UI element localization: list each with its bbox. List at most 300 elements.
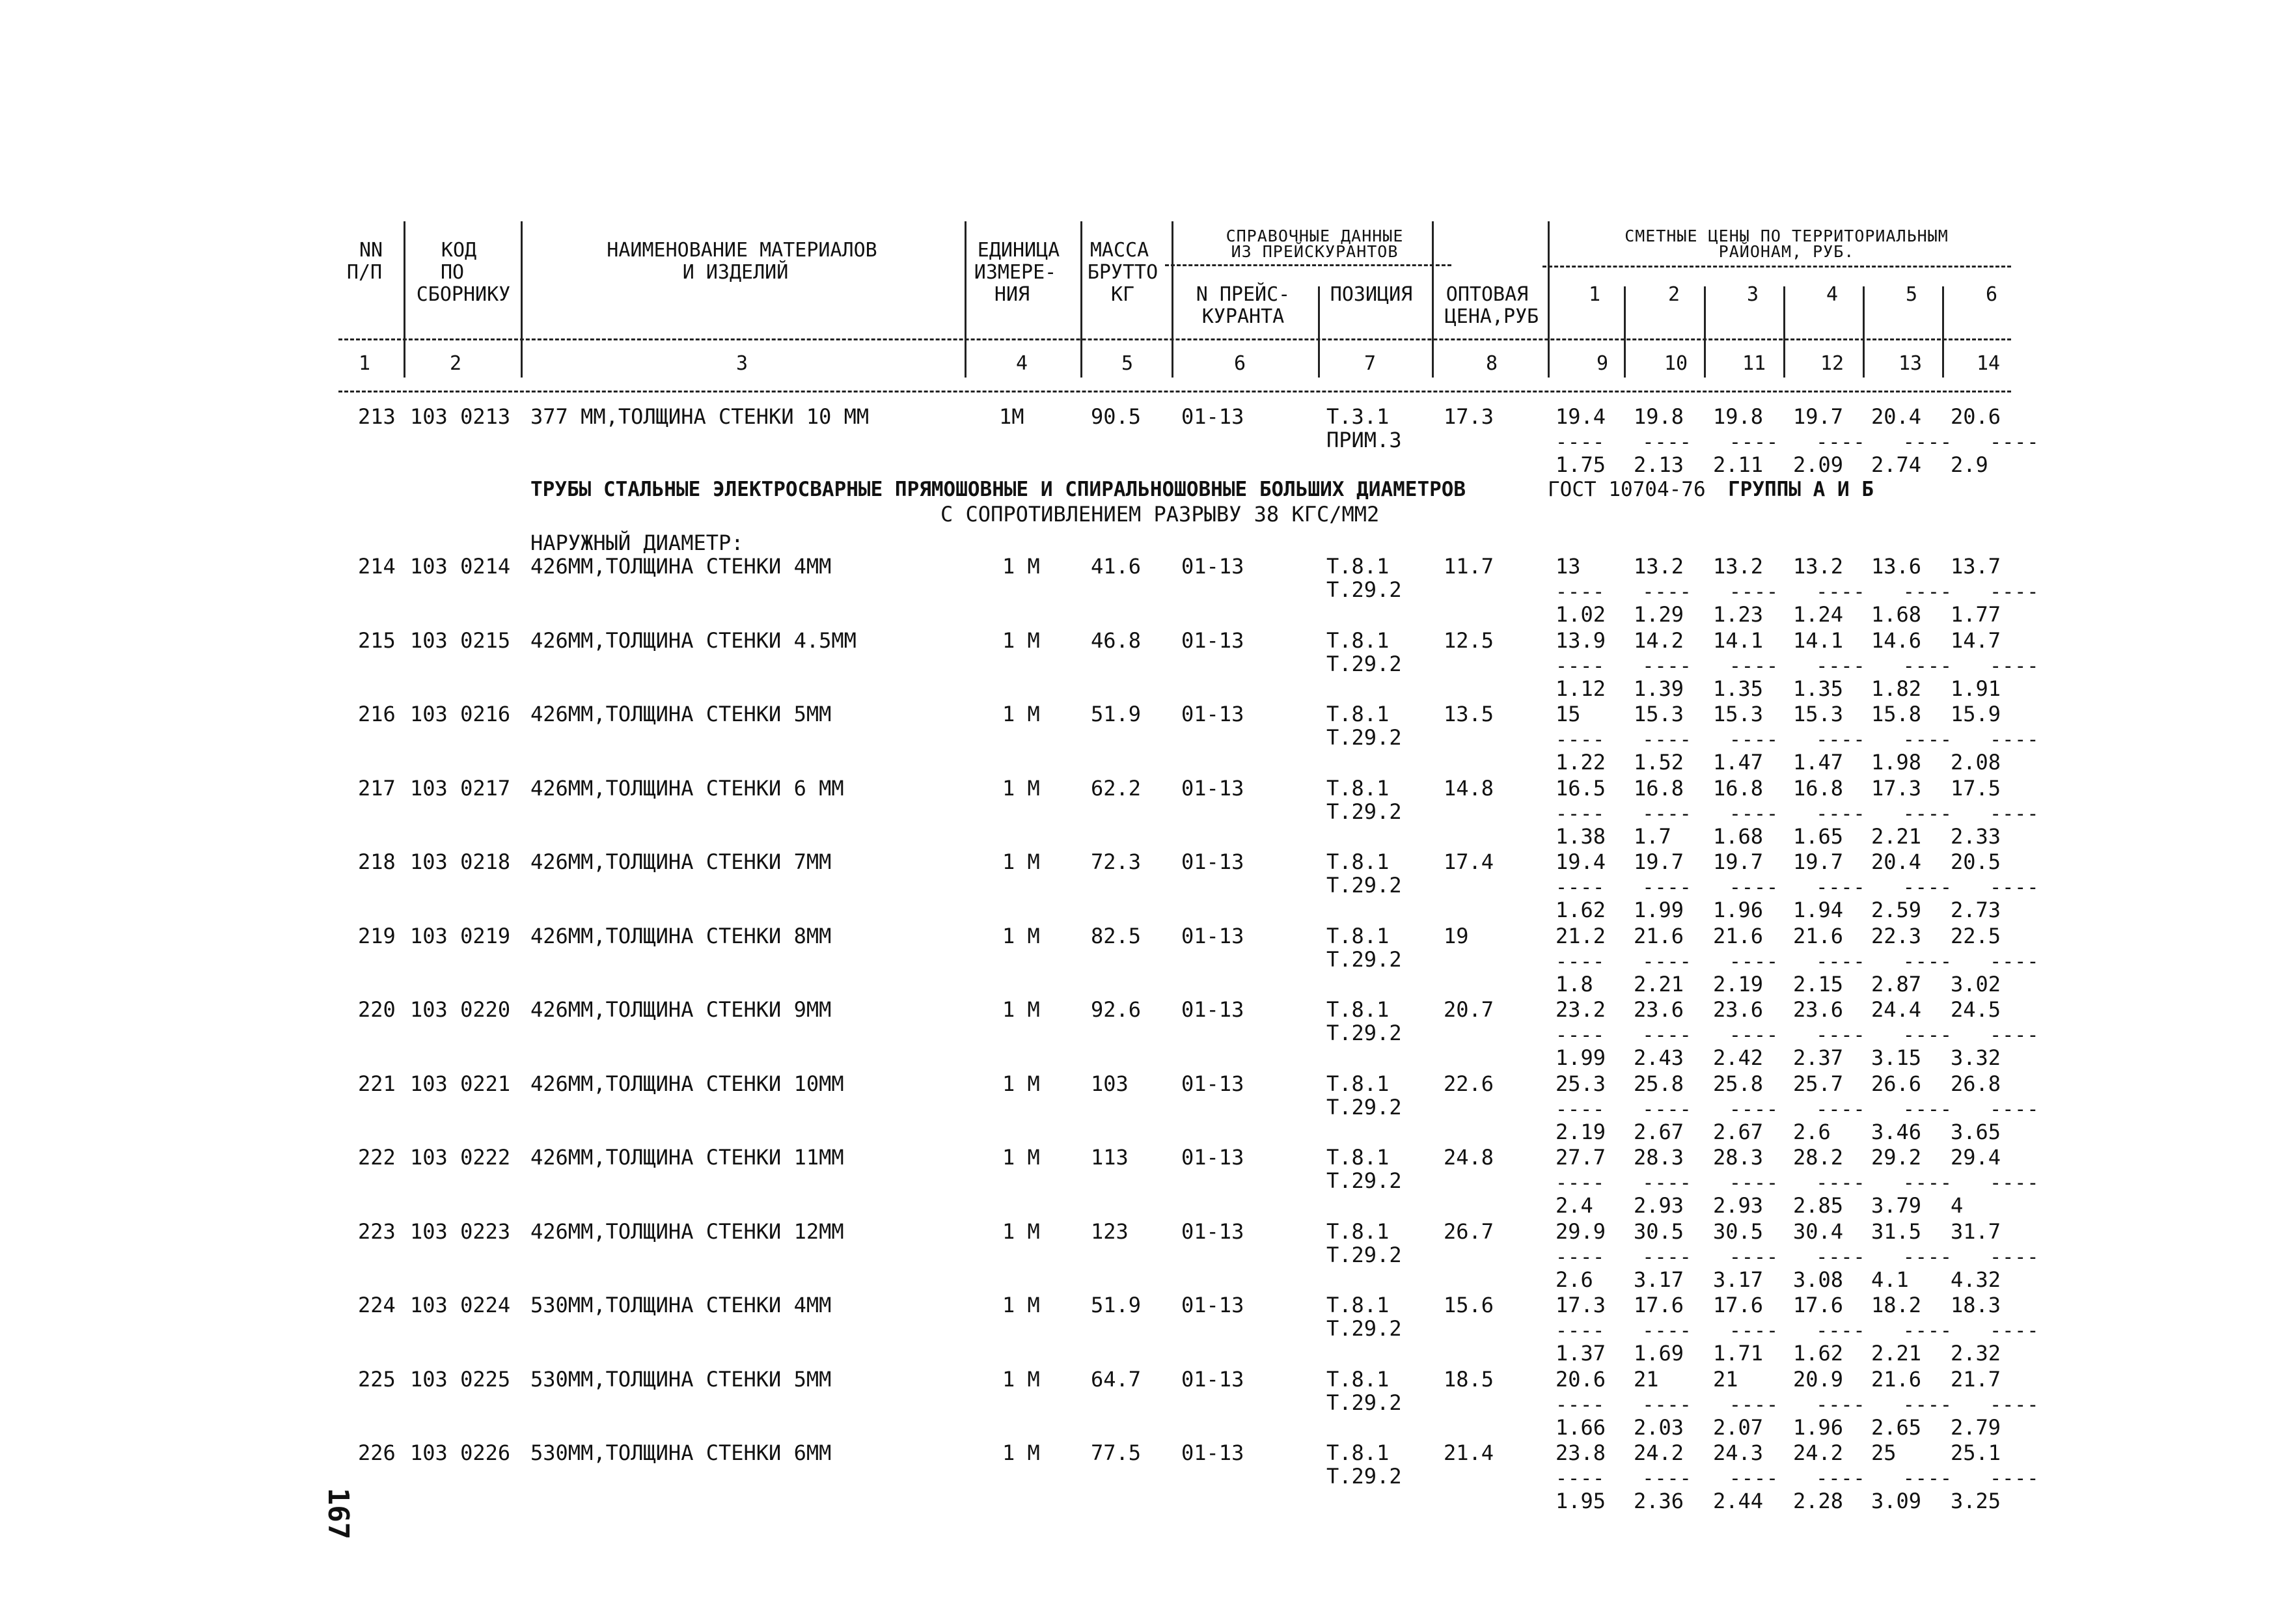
row-wage-2: 2.36 (1634, 1489, 1684, 1513)
row-position-note: Т.29.2 (1326, 799, 1402, 824)
row-wage-3: 1.71 (1713, 1341, 1764, 1366)
row-region-price-4: 16.8 (1793, 776, 1844, 801)
row-wage-3: 2.19 (1713, 972, 1764, 997)
row-price-list: 01-13 (1181, 628, 1244, 653)
row-price-list: 01-13 (1181, 1367, 1244, 1392)
row-wholesale-price: 13.5 (1444, 702, 1494, 726)
row-position: Т.8.1 (1326, 1440, 1390, 1465)
row-region-price-5: 21.6 (1871, 1367, 1922, 1392)
hdr-smet2: РАЙОНАМ, РУБ. (1718, 242, 1855, 261)
row-mass: 51.9 (1091, 702, 1142, 726)
row-position-note: Т.29.2 (1326, 577, 1402, 602)
page-number: 167 (322, 1487, 355, 1540)
row-wage-4: 2.6 (1793, 1120, 1831, 1144)
row-position: Т.8.1 (1326, 554, 1390, 579)
column-separator (1318, 286, 1320, 378)
row-region-price-2: 21.6 (1634, 924, 1684, 948)
row-region-price-3: 30.5 (1713, 1219, 1764, 1244)
column-separator (404, 221, 405, 378)
row-mass: 72.3 (1091, 849, 1142, 874)
row-wage-3: 2.42 (1713, 1045, 1764, 1070)
row-wage-2: 1.7 (1634, 824, 1671, 849)
row-position-note: Т.29.2 (1326, 1316, 1402, 1341)
colnum-8: 8 (1485, 352, 1498, 375)
row-position: Т.8.1 (1326, 1367, 1390, 1392)
row-wage-5: 1.68 (1871, 602, 1922, 627)
row-mass: 41.6 (1091, 554, 1142, 579)
row-wage-2: 2.13 (1634, 452, 1684, 477)
row-number: 215 (358, 628, 396, 653)
section-subtitle: С СОПРОТИВЛЕНИЕМ РАЗРЫВУ 38 КГС/ММ2 (940, 502, 1380, 527)
row-region-price-5: 15.8 (1871, 702, 1922, 726)
row-wage-1: 2.19 (1556, 1120, 1606, 1144)
row-position: Т.8.1 (1326, 1071, 1390, 1096)
row-wage-4: 1.94 (1793, 898, 1844, 922)
row-wage-4: 3.08 (1793, 1267, 1844, 1292)
hdr-name1: НАИМЕНОВАНИЕ МАТЕРИАЛОВ (607, 239, 877, 262)
diameter-label: НАРУЖНЫЙ ДИАМЕТР: (530, 530, 744, 555)
row-region-price-6: 20.6 (1951, 404, 2001, 429)
row-region-price-1: 29.9 (1556, 1219, 1606, 1244)
column-separator (965, 221, 966, 378)
colnum-5: 5 (1121, 352, 1134, 375)
row-wage-5: 2.65 (1871, 1415, 1922, 1440)
row-position: Т.8.1 (1326, 702, 1390, 726)
row-name: 426ММ,ТОЛЩИНА СТЕНКИ 4.5ММ (530, 628, 857, 653)
row-wholesale-price: 26.7 (1444, 1219, 1494, 1244)
row-wage-5: 3.46 (1871, 1120, 1922, 1144)
row-region-price-5: 31.5 (1871, 1219, 1922, 1244)
row-region-price-5: 17.3 (1871, 776, 1922, 801)
fraction-divider: ---- ---- ---- ---- ---- ---- (1556, 1319, 2040, 1342)
row-position: Т.8.1 (1326, 628, 1390, 653)
row-code: 103 0220 (410, 997, 511, 1022)
row-wage-3: 2.07 (1713, 1415, 1764, 1440)
row-position-note: Т.29.2 (1326, 1243, 1402, 1267)
row-wage-6: 1.77 (1951, 602, 2001, 627)
row-wage-3: 2.11 (1713, 452, 1764, 477)
column-separator (1783, 286, 1785, 378)
row-wage-3: 1.23 (1713, 602, 1764, 627)
row-wholesale-price: 24.8 (1444, 1145, 1494, 1170)
row-mass: 103 (1091, 1071, 1129, 1096)
row-region-price-2: 13.2 (1634, 554, 1684, 579)
hdr-unit2: ИЗМЕРЕ- (974, 261, 1057, 284)
colnum-4: 4 (1015, 352, 1028, 375)
row-wage-2: 1.39 (1634, 676, 1684, 701)
row-region-price-3: 23.6 (1713, 997, 1764, 1022)
colnum-7: 7 (1364, 352, 1377, 375)
hdr-kod2: ПО (440, 261, 465, 284)
hdr-region-2: 2 (1667, 283, 1680, 306)
row-region-price-4: 23.6 (1793, 997, 1844, 1022)
row-wage-2: 1.29 (1634, 602, 1684, 627)
fraction-divider: ---- ---- ---- ---- ---- ---- (1556, 581, 2040, 603)
hdr-smet1: СМЕТНЫЕ ЦЕНЫ ПО ТЕРРИТОРИАЛЬНЫМ (1624, 227, 1949, 245)
row-unit: 1 М (1002, 776, 1040, 801)
row-position: Т.8.1 (1326, 776, 1390, 801)
column-separator (1704, 286, 1706, 378)
row-region-price-1: 16.5 (1556, 776, 1606, 801)
row-mass: 113 (1091, 1145, 1129, 1170)
row-wage-5: 1.82 (1871, 676, 1922, 701)
row-wage-5: 2.87 (1871, 972, 1922, 997)
row-wage-4: 1.35 (1793, 676, 1844, 701)
row-region-price-4: 19.7 (1793, 849, 1844, 874)
row-wholesale-price: 11.7 (1444, 554, 1494, 579)
colnum-13: 13 (1898, 352, 1923, 375)
row-wage-1: 1.75 (1556, 452, 1606, 477)
row-mass: 92.6 (1091, 997, 1142, 1022)
row-unit: 1 М (1002, 849, 1040, 874)
row-region-price-5: 26.6 (1871, 1071, 1922, 1096)
row-wage-3: 1.35 (1713, 676, 1764, 701)
hdr-name2: И ИЗДЕЛИЙ (682, 261, 789, 284)
row-wage-1: 1.66 (1556, 1415, 1606, 1440)
row-position: Т.8.1 (1326, 1293, 1390, 1317)
row-name: 426ММ,ТОЛЩИНА СТЕНКИ 9ММ (530, 997, 832, 1022)
fraction-divider: ---- ---- ---- ---- ---- ---- (1556, 431, 2040, 454)
colnum-1: 1 (358, 352, 371, 375)
row-name: 426ММ,ТОЛЩИНА СТЕНКИ 6 ММ (530, 776, 844, 801)
row-wholesale-price: 15.6 (1444, 1293, 1494, 1317)
row-code: 103 0226 (410, 1440, 511, 1465)
row-price-list: 01-13 (1181, 1293, 1244, 1317)
row-unit: 1 М (1002, 554, 1040, 579)
row-position-note: Т.29.2 (1326, 1168, 1402, 1193)
row-wage-4: 1.96 (1793, 1415, 1844, 1440)
colnum-6: 6 (1233, 352, 1246, 375)
row-region-price-5: 25 (1871, 1440, 1897, 1465)
row-position-note: Т.29.2 (1326, 1390, 1402, 1415)
row-wage-5: 2.74 (1871, 452, 1922, 477)
row-wholesale-price: 19 (1444, 924, 1469, 948)
row-wage-6: 2.73 (1951, 898, 2001, 922)
hdr-region-5: 5 (1905, 283, 1918, 306)
row-mass: 90.5 (1091, 404, 1142, 429)
fraction-divider: ---- ---- ---- ---- ---- ---- (1556, 803, 2040, 825)
row-region-price-5: 24.4 (1871, 997, 1922, 1022)
row-number: 225 (358, 1367, 396, 1392)
row-code: 103 0222 (410, 1145, 511, 1170)
section-title: ТРУБЫ СТАЛЬНЫЕ ЭЛЕКТРОСВАРНЫЕ ПРЯМОШОВНЫЕ И СПИРАЛЬНОШОВНЫЕ БОЛЬШИХ ДИАМЕТРОВ (530, 478, 1466, 501)
row-region-price-1: 27.7 (1556, 1145, 1606, 1170)
row-region-price-3: 16.8 (1713, 776, 1764, 801)
row-mass: 51.9 (1091, 1293, 1142, 1317)
row-unit: 1 М (1002, 1071, 1040, 1096)
column-separator (1432, 221, 1434, 378)
row-number: 216 (358, 702, 396, 726)
row-region-price-4: 15.3 (1793, 702, 1844, 726)
row-region-price-5: 29.2 (1871, 1145, 1922, 1170)
row-mass: 64.7 (1091, 1367, 1142, 1392)
row-wage-3: 2.44 (1713, 1489, 1764, 1513)
row-number: 214 (358, 554, 396, 579)
row-region-price-2: 17.6 (1634, 1293, 1684, 1317)
row-position: Т.8.1 (1326, 849, 1390, 874)
header-rule (1542, 266, 2011, 268)
row-region-price-6: 15.9 (1951, 702, 2001, 726)
row-position: Т.8.1 (1326, 1219, 1390, 1244)
row-code: 103 0218 (410, 849, 511, 874)
row-wage-5: 1.98 (1871, 750, 1922, 775)
row-position: Т.8.1 (1326, 997, 1390, 1022)
row-wage-2: 3.17 (1634, 1267, 1684, 1292)
row-region-price-6: 14.7 (1951, 628, 2001, 653)
row-position-note: Т.29.2 (1326, 1464, 1402, 1489)
row-unit: 1 М (1002, 628, 1040, 653)
row-name: 426ММ,ТОЛЩИНА СТЕНКИ 11ММ (530, 1145, 844, 1170)
row-region-price-1: 19.4 (1556, 849, 1606, 874)
row-wage-2: 1.99 (1634, 898, 1684, 922)
hdr-ref2: ИЗ ПРЕЙСКУРАНТОВ (1231, 242, 1399, 261)
hdr-price1: N ПРЕЙС- (1196, 283, 1291, 306)
row-wage-4: 2.09 (1793, 452, 1844, 477)
row-name: 530ММ,ТОЛЩИНА СТЕНКИ 4ММ (530, 1293, 832, 1317)
row-wage-6: 2.32 (1951, 1341, 2001, 1366)
row-number: 221 (358, 1071, 396, 1096)
colnum-14: 14 (1976, 352, 2001, 375)
row-price-list: 01-13 (1181, 1219, 1244, 1244)
row-code: 103 0213 (410, 404, 511, 429)
hdr-opt1: ОПТОВАЯ (1446, 283, 1529, 306)
row-region-price-6: 24.5 (1951, 997, 2001, 1022)
row-position-note: Т.29.2 (1326, 947, 1402, 972)
row-region-price-3: 13.2 (1713, 554, 1764, 579)
row-price-list: 01-13 (1181, 1145, 1244, 1170)
row-position: Т.8.1 (1326, 924, 1390, 948)
row-region-price-3: 21 (1713, 1367, 1738, 1392)
fraction-divider: ---- ---- ---- ---- ---- ---- (1556, 1246, 2040, 1269)
row-name: 426ММ,ТОЛЩИНА СТЕНКИ 4ММ (530, 554, 832, 579)
fraction-divider: ---- ---- ---- ---- ---- ---- (1556, 876, 2040, 899)
row-region-price-3: 28.3 (1713, 1145, 1764, 1170)
row-wholesale-price: 14.8 (1444, 776, 1494, 801)
row-number: 218 (358, 849, 396, 874)
colnum-9: 9 (1596, 352, 1609, 375)
row-region-price-4: 20.9 (1793, 1367, 1844, 1392)
row-code: 103 0215 (410, 628, 511, 653)
row-region-price-6: 29.4 (1951, 1145, 2001, 1170)
row-number: 223 (358, 1219, 396, 1244)
row-wage-2: 2.67 (1634, 1120, 1684, 1144)
row-region-price-5: 22.3 (1871, 924, 1922, 948)
row-region-price-5: 13.6 (1871, 554, 1922, 579)
row-mass: 77.5 (1091, 1440, 1142, 1465)
row-position-note: ПРИМ.3 (1326, 428, 1402, 452)
row-region-price-6: 21.7 (1951, 1367, 2001, 1392)
row-region-price-6: 25.1 (1951, 1440, 2001, 1465)
row-position-note: Т.29.2 (1326, 873, 1402, 898)
column-separator (521, 221, 523, 378)
row-position: Т.3.1 (1326, 404, 1390, 429)
hdr-region-4: 4 (1826, 283, 1839, 306)
row-name: 426ММ,ТОЛЩИНА СТЕНКИ 7ММ (530, 849, 832, 874)
row-region-price-6: 13.7 (1951, 554, 2001, 579)
row-region-price-2: 19.8 (1634, 404, 1684, 429)
hdr-region-6: 6 (1985, 283, 1998, 306)
row-name: 530ММ,ТОЛЩИНА СТЕНКИ 6ММ (530, 1440, 832, 1465)
row-position-note: Т.29.2 (1326, 652, 1402, 676)
row-wage-4: 1.47 (1793, 750, 1844, 775)
fraction-divider: ---- ---- ---- ---- ---- ---- (1556, 1024, 2040, 1047)
row-number: 224 (358, 1293, 396, 1317)
hdr-ref1: СПРАВОЧНЫЕ ДАННЫЕ (1226, 227, 1404, 245)
row-wage-4: 1.24 (1793, 602, 1844, 627)
row-unit: 1М (999, 404, 1024, 429)
fraction-divider: ---- ---- ---- ---- ---- ---- (1556, 1172, 2040, 1194)
row-region-price-1: 21.2 (1556, 924, 1606, 948)
row-region-price-3: 15.3 (1713, 702, 1764, 726)
row-region-price-3: 21.6 (1713, 924, 1764, 948)
hdr-mass1: МАССА (1090, 239, 1149, 262)
row-mass: 46.8 (1091, 628, 1142, 653)
column-separator (1080, 221, 1082, 378)
row-price-list: 01-13 (1181, 849, 1244, 874)
row-wholesale-price: 17.4 (1444, 849, 1494, 874)
row-wage-2: 2.03 (1634, 1415, 1684, 1440)
colnum-12: 12 (1820, 352, 1844, 375)
hdr-nn: NN (359, 239, 383, 262)
row-region-price-5: 18.2 (1871, 1293, 1922, 1317)
row-wage-5: 3.09 (1871, 1489, 1922, 1513)
row-position-note: Т.29.2 (1326, 725, 1402, 750)
row-region-price-4: 28.2 (1793, 1145, 1844, 1170)
row-region-price-2: 15.3 (1634, 702, 1684, 726)
row-mass: 82.5 (1091, 924, 1142, 948)
row-name: 426ММ,ТОЛЩИНА СТЕНКИ 5ММ (530, 702, 832, 726)
row-position-note: Т.29.2 (1326, 1095, 1402, 1120)
row-region-price-3: 14.1 (1713, 628, 1764, 653)
column-separator (1863, 286, 1865, 378)
row-region-price-3: 25.8 (1713, 1071, 1764, 1096)
row-region-price-4: 30.4 (1793, 1219, 1844, 1244)
row-wage-3: 1.68 (1713, 824, 1764, 849)
row-region-price-5: 14.6 (1871, 628, 1922, 653)
row-region-price-1: 13 (1556, 554, 1581, 579)
row-region-price-2: 30.5 (1634, 1219, 1684, 1244)
section-standard: ГОСТ 10704-76 (1548, 478, 1706, 501)
row-wage-4: 1.65 (1793, 824, 1844, 849)
row-wage-6: 3.02 (1951, 972, 2001, 997)
row-region-price-3: 24.3 (1713, 1440, 1764, 1465)
row-wage-6: 3.65 (1951, 1120, 2001, 1144)
row-price-list: 01-13 (1181, 776, 1244, 801)
row-wage-6: 1.91 (1951, 676, 2001, 701)
row-price-list: 01-13 (1181, 1071, 1244, 1096)
row-number: 213 (358, 404, 396, 429)
row-wage-6: 2.33 (1951, 824, 2001, 849)
row-wage-5: 2.21 (1871, 824, 1922, 849)
hdr-kod1: КОД (441, 239, 477, 262)
row-wage-3: 2.67 (1713, 1120, 1764, 1144)
hdr-region-3: 3 (1746, 283, 1759, 306)
row-region-price-3: 19.8 (1713, 404, 1764, 429)
colnum-2: 2 (449, 352, 462, 375)
row-wage-6: 3.32 (1951, 1045, 2001, 1070)
row-region-price-5: 20.4 (1871, 849, 1922, 874)
row-wage-1: 1.37 (1556, 1341, 1606, 1366)
hdr-pos: ПОЗИЦИЯ (1330, 283, 1413, 306)
colnum-3: 3 (735, 352, 748, 375)
row-wage-6: 4 (1951, 1193, 1964, 1218)
row-region-price-3: 17.6 (1713, 1293, 1764, 1317)
row-wholesale-price: 22.6 (1444, 1071, 1494, 1096)
hdr-kod3: СБОРНИКУ (416, 283, 511, 306)
row-mass: 123 (1091, 1219, 1129, 1244)
row-region-price-1: 19.4 (1556, 404, 1606, 429)
row-wage-4: 2.85 (1793, 1193, 1844, 1218)
hdr-region-1: 1 (1588, 283, 1601, 306)
row-wage-5: 2.59 (1871, 898, 1922, 922)
row-code: 103 0225 (410, 1367, 511, 1392)
row-wage-1: 1.8 (1556, 972, 1593, 997)
row-wholesale-price: 12.5 (1444, 628, 1494, 653)
row-region-price-1: 13.9 (1556, 628, 1606, 653)
row-wage-1: 1.02 (1556, 602, 1606, 627)
row-wage-6: 3.25 (1951, 1489, 2001, 1513)
row-wage-5: 2.21 (1871, 1341, 1922, 1366)
fraction-divider: ---- ---- ---- ---- ---- ---- (1556, 655, 2040, 678)
row-wage-5: 3.15 (1871, 1045, 1922, 1070)
row-region-price-6: 17.5 (1951, 776, 2001, 801)
row-code: 103 0223 (410, 1219, 511, 1244)
hdr-unit3: НИЯ (994, 283, 1030, 306)
row-region-price-4: 19.7 (1793, 404, 1844, 429)
row-mass: 62.2 (1091, 776, 1142, 801)
row-wage-1: 1.38 (1556, 824, 1606, 849)
row-wage-4: 2.28 (1793, 1489, 1844, 1513)
row-wage-1: 1.99 (1556, 1045, 1606, 1070)
row-region-price-2: 19.7 (1634, 849, 1684, 874)
row-wage-1: 1.12 (1556, 676, 1606, 701)
row-unit: 1 М (1002, 1293, 1040, 1317)
row-region-price-6: 18.3 (1951, 1293, 2001, 1317)
row-region-price-1: 15 (1556, 702, 1581, 726)
row-position-note: Т.29.2 (1326, 1021, 1402, 1045)
column-separator (1624, 286, 1626, 378)
row-wholesale-price: 18.5 (1444, 1367, 1494, 1392)
row-code: 103 0224 (410, 1293, 511, 1317)
hdr-price2: КУРАНТА (1201, 305, 1285, 328)
row-wage-6: 2.9 (1951, 452, 1988, 477)
row-unit: 1 М (1002, 1367, 1040, 1392)
row-region-price-2: 21 (1634, 1367, 1659, 1392)
header-rule (1165, 264, 1451, 266)
row-code: 103 0216 (410, 702, 511, 726)
fraction-divider: ---- ---- ---- ---- ---- ---- (1556, 950, 2040, 973)
column-separator (1172, 221, 1173, 378)
row-unit: 1 М (1002, 1440, 1040, 1465)
row-code: 103 0217 (410, 776, 511, 801)
row-unit: 1 М (1002, 702, 1040, 726)
row-number: 219 (358, 924, 396, 948)
row-region-price-1: 23.2 (1556, 997, 1606, 1022)
row-wage-2: 2.21 (1634, 972, 1684, 997)
row-region-price-1: 17.3 (1556, 1293, 1606, 1317)
row-wage-2: 2.43 (1634, 1045, 1684, 1070)
hdr-mass3: КГ (1110, 283, 1135, 306)
column-separator (1942, 286, 1944, 378)
row-unit: 1 М (1002, 1219, 1040, 1244)
row-wage-4: 1.62 (1793, 1341, 1844, 1366)
row-name: 530ММ,ТОЛЩИНА СТЕНКИ 5ММ (530, 1367, 832, 1392)
row-wage-4: 2.37 (1793, 1045, 1844, 1070)
row-wage-6: 2.79 (1951, 1415, 2001, 1440)
section-group: ГРУППЫ А И Б (1728, 478, 1874, 501)
row-price-list: 01-13 (1181, 997, 1244, 1022)
row-wage-1: 1.22 (1556, 750, 1606, 775)
